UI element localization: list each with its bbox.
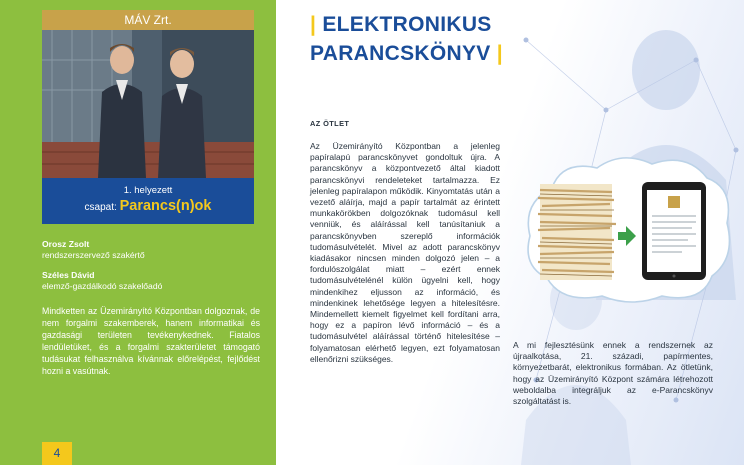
paper-to-tablet-illustration <box>522 148 736 306</box>
article-body: Az Üzemirányító Központban a jelenleg papíralapú parancskönyvet gondoltuk újra. A parancskönyv a központvezető által kiadott parancskönyvi rendeleteket tartalmazza. Ez jelenleg papíralapon működik. Kinyomtatás után a vezető aláírja, majd a papír tartalmát az érintett munkakörökben dolgozóknak tudomásul kell venniük, és aláírással kell tanúsítaniuk a parancskönyvben szereplő információk tudomásulvételét. Mivel az adott parancskönyv kiadásakor nincsen minden dolgozó jelen – a fordulószolgálat miatt – ezért ennek tudomásulvételénél külön ügyelni kell, hogy mindenkihez eljusson az információ, és mindenkinek lehetősége legyen a hitelesítésre. Mindemellett kiemelt figyelmet kell fordítani arra, hogy ez a papíron lévő információ – és a tudomásulvétel aláírással történő hitelesítése – folyamatosan elérhető legyen, ezt folyamatosan ellenőrizni szükséges. <box>310 141 500 364</box>
award-box <box>42 178 254 224</box>
article-body-right: A mi fejlesztésünk ennek a rendszernek az újraalkotása, 21. századi, papírmentes, környezetbarát, elektronikus formában. Az ötletünk, hogy az Üzemirányító Központ számára létrehozott weboldalba integráljuk az e-Parancskönyv szolgáltatást is. <box>513 340 713 407</box>
team-description: Mindketten az Üzemirányító Központban dolgoznak, de nem forgalmi szakemberek, hanem informatikai és gazdasági területen tevékenykednek. Fiatalos lendületüket, és a forgalmi szakterületet támogató tudásukat felhasználva kívánnak előrelépést, fejlődést hozni a vasútnak. <box>42 306 260 376</box>
member-2 <box>42 270 262 292</box>
member-1 <box>42 239 262 261</box>
team-photo-card <box>42 10 254 178</box>
page-number: 4 <box>42 442 72 465</box>
member-role: elemző-gazdálkodó szakelőadó <box>42 281 163 291</box>
member-role: rendszerszervező szakértő <box>42 250 145 260</box>
member-name: Széles Dávid <box>42 270 95 280</box>
team-photo <box>42 30 254 178</box>
section-heading: AZ ÖTLET <box>310 119 350 128</box>
article-title <box>310 10 590 68</box>
title-bar-right: | <box>496 42 503 65</box>
title-word-2: PARANCSKÖNYV <box>310 42 491 65</box>
title-bar-left: | <box>310 13 317 36</box>
paper-stack-icon <box>538 184 616 280</box>
title-line-1 <box>310 10 590 39</box>
title-line-2 <box>310 39 590 68</box>
tablet-icon <box>642 182 706 280</box>
award-place: 1. helyezett <box>123 185 173 196</box>
team-label: csapat: <box>84 202 117 213</box>
team-line <box>42 198 254 214</box>
member-name: Orosz Zsolt <box>42 239 90 249</box>
title-word-1: ELEKTRONIKUS <box>322 13 492 36</box>
team-name: Parancs(n)ok <box>119 198 212 214</box>
company-label: MÁV Zrt. <box>42 10 254 30</box>
